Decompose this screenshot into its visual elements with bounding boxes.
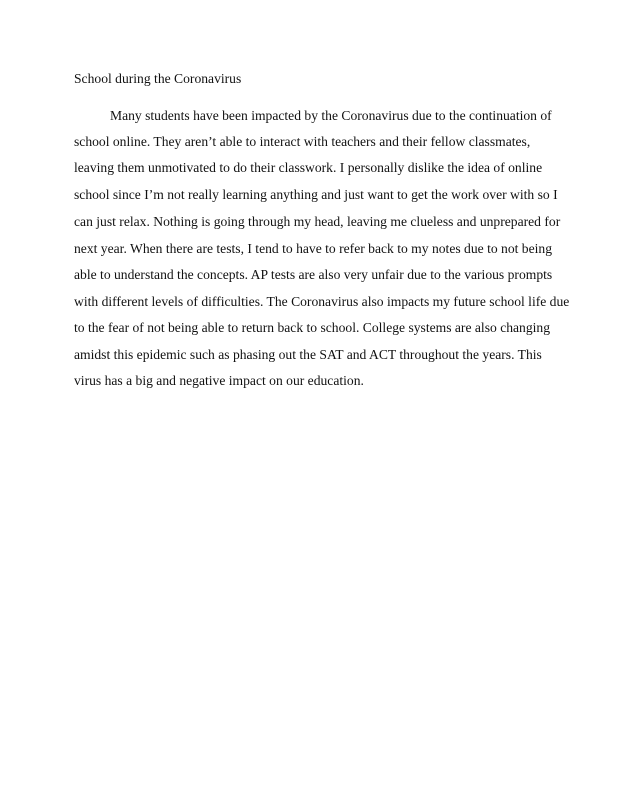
paragraph-line: Many students have been impacted by the Coronavirus due to the continuation of bbox=[110, 108, 552, 123]
paragraph-line: amidst this epidemic such as phasing out the SAT and ACT throughout the years. This bbox=[74, 347, 542, 362]
document-title: School during the Coronavirus bbox=[74, 71, 242, 86]
paragraph-line: school since I’m not really learning anything and just want to get the work over with so I bbox=[74, 187, 558, 202]
paragraph-line: virus has a big and negative impact on our education. bbox=[74, 373, 364, 388]
paragraph-line: with different levels of difficulties. The Coronavirus also impacts my future school life due bbox=[74, 294, 570, 309]
paragraph-line: next year. When there are tests, I tend to have to refer back to my notes due to not being bbox=[74, 241, 553, 256]
paragraph-line: leaving them unmotivated to do their classwork. I personally dislike the idea of online bbox=[74, 160, 543, 175]
paragraph-line: to the fear of not being able to return back to school. College systems are also changing bbox=[74, 320, 551, 335]
paragraph-line: can just relax. Nothing is going through my head, leaving me clueless and unprepared for bbox=[74, 214, 561, 229]
paragraph-line: school online. They aren’t able to interact with teachers and their fellow classmates, bbox=[74, 134, 531, 149]
paragraph-line: able to understand the concepts. AP tests are also very unfair due to the various prompts bbox=[74, 267, 553, 282]
